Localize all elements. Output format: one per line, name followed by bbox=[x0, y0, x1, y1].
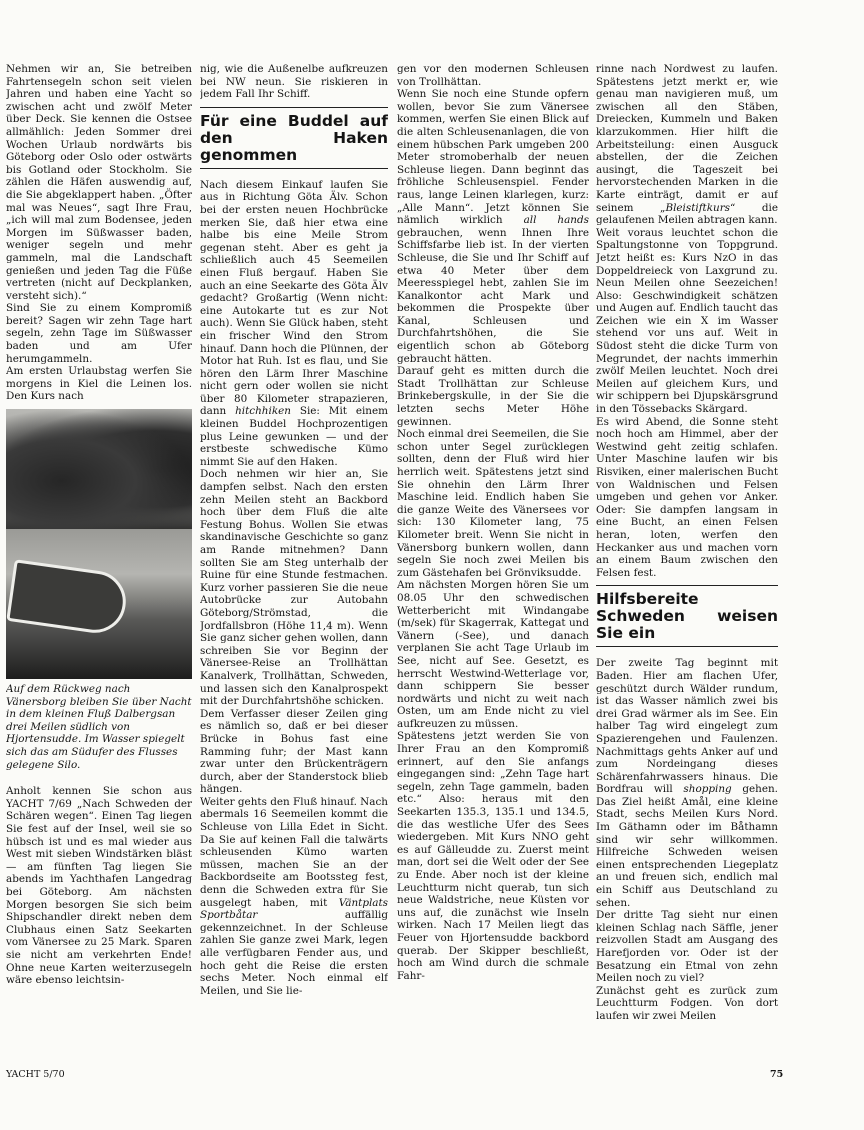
paragraph: gen vor den modernen Schleusen von Trollhättan. bbox=[397, 63, 589, 88]
photo-trees bbox=[6, 409, 192, 529]
column-4 bbox=[596, 63, 778, 1079]
section-headline: Hilfsbereite Schweden weisen Sie ein bbox=[596, 585, 778, 647]
paragraph: nig, wie die Außenelbe aufkreuzen bei NW neun. Sie riskieren in jedem Fall Ihr Schiff. bbox=[200, 63, 388, 101]
paragraph: Spätestens jetzt werden Sie von Ihrer Frau an den Kompromiß erinnert, auf den Sie anfangs eingegangen sind: „Zehn Tage hart segeln, zehn Tage gammeln, baden etc.“ Also: heraus mit den Seekarten 135.3, 135.1 und 134.5, die das westliche Ufer des Sees wiedergeben. Mit Kurs NNO geht es auf Gälleudde zu. Zuerst meint man, dort sei die Welt oder der See zu Ende. Aber noch ist der kleine Leuchtturm nicht querab, tun sich neue Waldstriche, neue Küsten vor uns auf, die zunächst wie Inseln wirken. Nach 17 Meilen liegt das Feuer von Hjortensudde backbord querab. Der Skipper beschließt, hoch am Wind durch die schmale Fahr- bbox=[397, 730, 589, 982]
paragraph: Nehmen wir an, Sie betreiben Fahrtensegeln schon seit vielen Jahren und haben eine Yacht so zwischen acht und zwölf Meter über Deck. Sie kennen die Ostsee allmählich: Jeden Sommer drei Wochen Urlaub nordwärts bis Göteborg oder Oslo oder ostwärts bis Gotland oder Stockholm. Sie zählen die Häfen auswendig auf, die Sie abgeklappert haben. „Öfter mal was Neues“, sagt Ihre Frau, „ich will mal zum Bodensee, jeden Morgen im Süßwasser baden, weniger segeln und mehr gammeln, mal die Landschaft genießen und jeden Tag die Füße vertreten (nicht auf Deckplanken, versteht sich).“ bbox=[6, 63, 192, 302]
paragraph: rinne nach Nordwest zu laufen. Spätestens jetzt merkt er, wie genau man navigieren muß, um zwischen all den Stäben, Dreiecken, Kummeln und Baken klarzukommen. Hier hilft die Arbeitsteilung: einen Ausguck abstellen, der die Zeichen ausingt, die Tageszeit bei hervorstechenden Marken in die Karte einträgt, damit er auf seinem „Bleistiftkurs“ die gelaufenen Meilen abtragen kann. bbox=[596, 63, 778, 227]
paragraph: Noch einmal drei Seemeilen, die Sie schon unter Segel zurücklegen sollten, denn der Fluß wird hier herrlich weit. Spätestens jetzt sind Sie ohnehin den Lärm Ihrer Maschine leid. Endlich haben Sie die ganze Weite des Vänersees vor sich: 130 Kilometer lang, 75 Kilometer breit. Wenn Sie nicht in Vänersborg bunkern wollen, dann segeln Sie noch zwei Meilen bis zum Gästehafen bei Grönviksudde. bbox=[397, 428, 589, 579]
paragraph: Der dritte Tag sieht nur einen kleinen Schlag nach Säffle, jener reizvollen Stadt am Ausgang des Harefjorden vor. Oder ist der Besatzung ein Etmal von zehn Meilen noch zu viel? bbox=[596, 909, 778, 985]
paragraph: Darauf geht es mitten durch die Stadt Trollhättan zur Schleuse Brinkebergskulle, in der Sie die letzten sechs Meter Höhe gewinnen. bbox=[397, 365, 589, 428]
photo-caption: Auf dem Rückweg nach Vänersborg bleiben Sie über Nacht in dem kleinen Fluß Dalbergsan drei Meilen südlich von Hjortensudde. Im Wasser spiegelt sich das am Südufer des Flusses gelegene Silo. bbox=[6, 683, 192, 771]
paragraph: Wenn Sie noch eine Stunde opfern wollen, bevor Sie zum Vänersee kommen, werfen Sie einen Blick auf die alten Schleusenanlagen, die von einem hübschen Park umgeben 200 Meter stromoberhalb der neuen Schleuse liegen. Dann beginnt das fröhliche Schleusenspiel. Fender raus, lange Leinen klarlegen, kurz: „Alle Mann“. Jetzt können Sie nämlich wirklich all hands gebrauchen, wenn Ihnen Ihre Schiffsfarbe lieb ist. In der vierten Schleuse, die Sie und Ihr Schiff auf etwa 40 Meter über dem Meeresspiegel hebt, zahlen Sie im Kanalkontor acht Mark und bekommen die Prospekte über Kanal, Schleusen und Durchfahrtshöhen, die Sie eigentlich schon ab Göteborg gebraucht hätten. bbox=[397, 88, 589, 365]
paragraph: Sind Sie zu einem Kompromiß bereit? Sagen wir zehn Tage hart segeln, zehn Tage im Süßwasser baden und am Ufer herumgammeln. bbox=[6, 302, 192, 365]
paragraph: Dem Verfasser dieser Zeilen ging es nämlich so, daß er bei dieser Brücke in Bohus fast eine Ramming fuhr; der Mast kann zwar unter den Brückenträgern durch, aber der Standerstock blieb hängen. bbox=[200, 707, 388, 796]
paragraph: Weit voraus leuchtet schon die Spaltungstonne von Toppgrund. Jetzt heißt es: Kurs NzO in das Doppeldreieck von Laxgrund zu. Neun Meilen ohne Seezeichen! Also: Geschwindigkeit schätzen und Augen auf. Endlich taucht das Zeichen wie ein X im Wasser stehend vor uns auf. Weit in Südost steht die dicke Turm von Megrundet, der nachts immerhin zwölf Meilen leuchtet. Noch drei Meilen auf gleichem Kurs, und wir schippern bei Djupskärsgrund in den Tössebacks Skärgard. bbox=[596, 226, 778, 416]
paragraph: Weiter gehts den Fluß hinauf. Nach abermals 16 Seemeilen kommt die Schleuse von Lilla Edet in Sicht. Da Sie auf keinen Fall die talwärts schleusenden Kümo warten müssen, machen Sie an der Backbordseite am Bootssteg fest, denn die Schweden extra für Sie ausgelegt haben, mit Väntplats Sportbåtar auffällig gekennzeichnet. In der Schleuse zahlen Sie ganze zwei Mark, legen alle verfügbaren Fender aus, und hoch geht die Reise die ersten sechs Meter. Noch einmal elf Meilen, und Sie lie- bbox=[200, 795, 388, 997]
paragraph: Am ersten Urlaubstag werfen Sie morgens in Kiel die Leinen los. Den Kurs nach bbox=[6, 365, 192, 403]
paragraph: Anholt kennen Sie schon aus YACHT 7/69 „Nach Schweden der Schären wegen“. Einen Tag liegen Sie fest auf der Insel, weil sie so hübsch ist und es mal wieder aus West mit sieben Windstärken bläst — am fünften Tag liegen Sie abends im Yachthafen Langedrag bei Göteborg. Am nächsten Morgen besorgen Sie sich beim Shipschandler direkt neben dem Clubhaus einen Satz Seekarten vom Vänersee zu 25 Mark. Sparen sie nicht am verkehrten Ende! Ohne neue Karten weiterzusegeln wäre ebenso leichtsin- bbox=[6, 785, 192, 987]
page-number: 75 bbox=[770, 1069, 784, 1080]
paragraph: Zunächst geht es zurück zum Leuchtturm Fodgen. Von dort laufen wir zwei Meilen bbox=[596, 984, 778, 1022]
issue-label: YACHT 5/70 bbox=[6, 1069, 65, 1080]
paragraph: Doch nehmen wir hier an, Sie dampfen selbst. Nach den ersten zehn Meilen steht an Backbord hoch über dem Fluß die alte Festung Bohus. Wollen Sie etwas skandinavische Geschichte so ganz am Rande mitnehmen? Dann sollten Sie am Steg unterhalb der Ruine für eine Stunde festmachen. Kurz vorher passieren Sie die neue Autobrücke zur Autobahn Göteborg/Strömstad, die Jordfallsbron (Höhe 11,4 m). Wenn Sie ganz sicher gehen wollen, dann schreiben Sie vor Beginn der Vänersee-Reise an Trollhättan Kanalverk, Trollhättan, Schweden, und lassen sich den Kanalprospekt mit der Durchfahrtshöhe schicken. bbox=[200, 468, 388, 708]
column-3 bbox=[397, 63, 589, 1075]
paragraph: Der zweite Tag beginnt mit Baden. Hier am flachen Ufer, geschützt durch Wälder rundum, ist das Wasser nämlich zwei bis drei Grad wärmer als im See. Ein halber Tag wird eingelegt zum Spazierengehen und Faulenzen. Nachmittags gehts Anker auf und zum Nordeingang dieses Schärenfahrwassers hinaus. Die Bordfrau will shopping gehen. Das Ziel heißt Amål, eine kleine Stadt, sechs Meilen Kurs Nord. Im Gäthamn oder im Båthamn sind wir sehr willkommen. Hilfreiche Schweden weisen einen entsprechenden Liegeplatz an und freuen sich, endlich mal ein Schiff aus Deutschland zu sehen. bbox=[596, 657, 778, 909]
paragraph: Nach diesem Einkauf laufen Sie aus in Richtung Göta Älv. Schon bei der ersten neuen Hochbrücke merken Sie, daß hier etwa eine halbe bis eine Meile Strom gegenan steht. Aber es geht ja schließlich auch 45 Seemeilen einen Fluß bergauf. Haben Sie auch an eine Seekarte des Göta Älv gedacht? Großartig (Wenn nicht: eine Autokarte tut es zur Not auch). Wenn Sie Glück haben, steht ein frischer Wind den Strom hinauf. Dann hoch die Plünnen, der Motor hat Ruh. Ist es flau, und Sie hören den Lärm Ihrer Maschine nicht gern oder wollen sie nicht über 80 Kilometer strapazieren, dann hitchhiken Sie: Mit einem kleinen Buddel Hochprozentigen plus Leine gewunken — und der erstbeste schwedische Kümo nimmt Sie auf den Haken. bbox=[200, 178, 388, 468]
section-headline: Für eine Buddel auf den Haken genommen bbox=[200, 107, 388, 169]
paragraph: Am nächsten Morgen hören Sie um 08.05 Uhr den schwedischen Wetterbericht mit Windangabe (m/sek) für Skagerrak, Kattegat und Vänern (-See), und danach verplanen Sie acht Tage Urlaub im See, nicht auf See. Gesetzt, es herrscht Westwind-Wetterlage vor, dann schippern Sie besser nordwärts und nicht zu weit nach Osten, um am Ende nicht zu viel aufkreuzen zu müssen. bbox=[397, 579, 589, 730]
lake-boat-photo bbox=[6, 409, 192, 679]
column-1 bbox=[6, 63, 192, 1073]
paragraph: Es wird Abend, die Sonne steht noch hoch am Himmel, aber der Westwind geht zeitig schlafen. Unter Maschine laufen wir bis Risviken, einer malerischen Bucht von Waldnischen und Felsen umgeben und gehen vor Anker. Oder: Sie dampfen langsam in eine Bucht, an einen Felsen heran, loten, werfen den Heckanker aus und machen vorn an einem Baum zwischen den Felsen fest. bbox=[596, 415, 778, 579]
column-2 bbox=[200, 63, 388, 1075]
